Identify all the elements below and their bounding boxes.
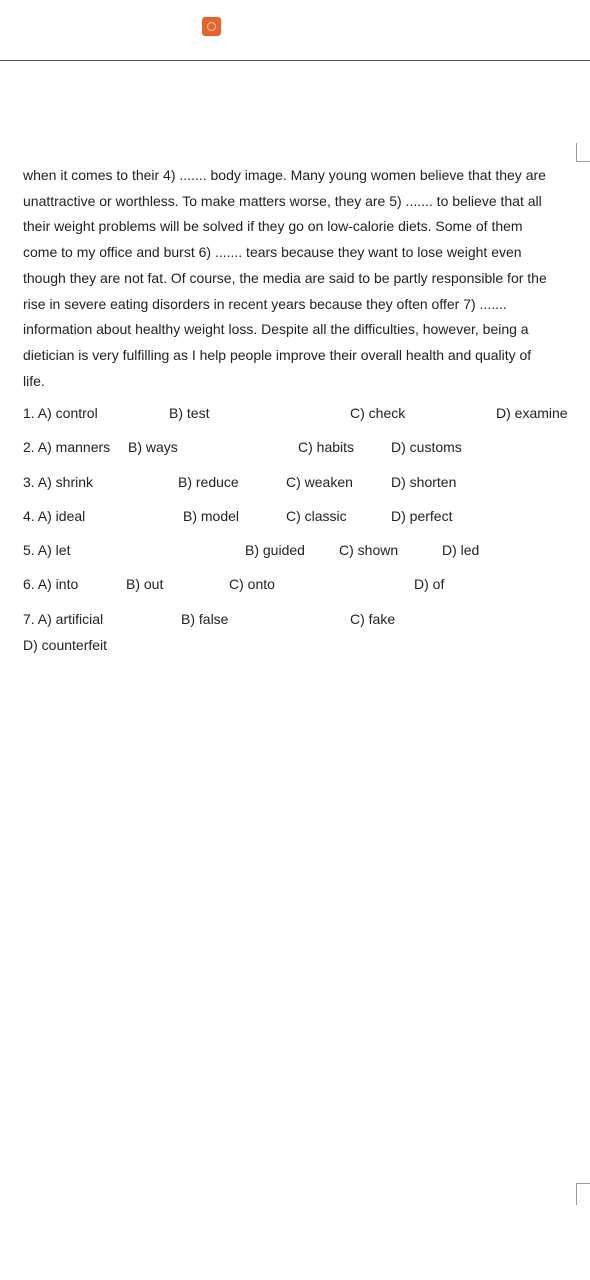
q4-option-a: 4. A) ideal — [23, 508, 86, 524]
page-corner-mark-bottom — [576, 1183, 590, 1205]
app-icon-glyph — [207, 22, 216, 31]
q4-option-b: B) model — [183, 508, 240, 524]
passage-line: come to my office and burst 6) ....... tears because they want to lose weight even — [23, 244, 522, 261]
q5-option-d: D) led — [442, 542, 480, 558]
q3-option-b: B) reduce — [178, 474, 239, 490]
page-corner-mark-top — [576, 143, 590, 162]
passage-line: rise in severe eating disorders in recent years because they often offer 7) ....... — [23, 295, 507, 312]
q7-option-a: 7. A) artificial — [23, 611, 104, 627]
q5-option-c: C) shown — [339, 542, 399, 558]
q5-option-a: 5. A) let — [23, 542, 71, 558]
q6-option-c: C) onto — [229, 576, 275, 592]
passage-line: life. — [23, 372, 45, 389]
document-app-icon[interactable] — [202, 17, 221, 36]
q6-option-b: B) out — [126, 576, 164, 592]
q3-option-a: 3. A) shrink — [23, 474, 94, 490]
q7-option-b: B) false — [181, 611, 229, 627]
q1-option-c: C) check — [350, 405, 406, 421]
q3-option-d: D) shorten — [391, 474, 457, 490]
passage-line: though they are not fat. Of course, the media are said to be partly responsible for the — [23, 269, 547, 286]
passage-line: information about healthy weight loss. Despite all the difficulties, however, being a — [23, 321, 529, 338]
q2-option-a: 2. A) manners — [23, 439, 111, 455]
passage-line: unattractive or worthless. To make matters worse, they are 5) ....... to believe that all — [23, 192, 542, 209]
q4-option-c: C) classic — [286, 508, 347, 524]
passage-line: their weight problems will be solved if they go on low-calorie diets. Some of them — [23, 218, 523, 235]
passage-line: when it comes to their 4) ....... body image. Many young women believe that they are — [23, 167, 546, 183]
header-divider — [0, 60, 590, 61]
q2-option-c: C) habits — [298, 439, 355, 455]
reading-passage — [23, 163, 581, 394]
q4-option-d: D) perfect — [391, 508, 453, 524]
q1-option-d: D) examine — [496, 405, 568, 421]
q6-option-a: 6. A) into — [23, 576, 79, 592]
q3-option-c: C) weaken — [286, 474, 353, 490]
q7-option-c: C) fake — [350, 611, 396, 627]
q1-option-a: 1. A) control — [23, 405, 98, 421]
q2-option-d: D) customs — [391, 439, 462, 455]
q7-option-d: D) counterfeit — [23, 637, 108, 653]
q1-option-b: B) test — [169, 405, 210, 421]
q6-option-d: D) of — [414, 576, 445, 592]
q5-option-b: B) guided — [245, 542, 305, 558]
passage-line: dietician is very fulfilling as I help people improve their overall health and quality of — [23, 346, 532, 363]
q2-option-b: B) ways — [128, 439, 178, 455]
